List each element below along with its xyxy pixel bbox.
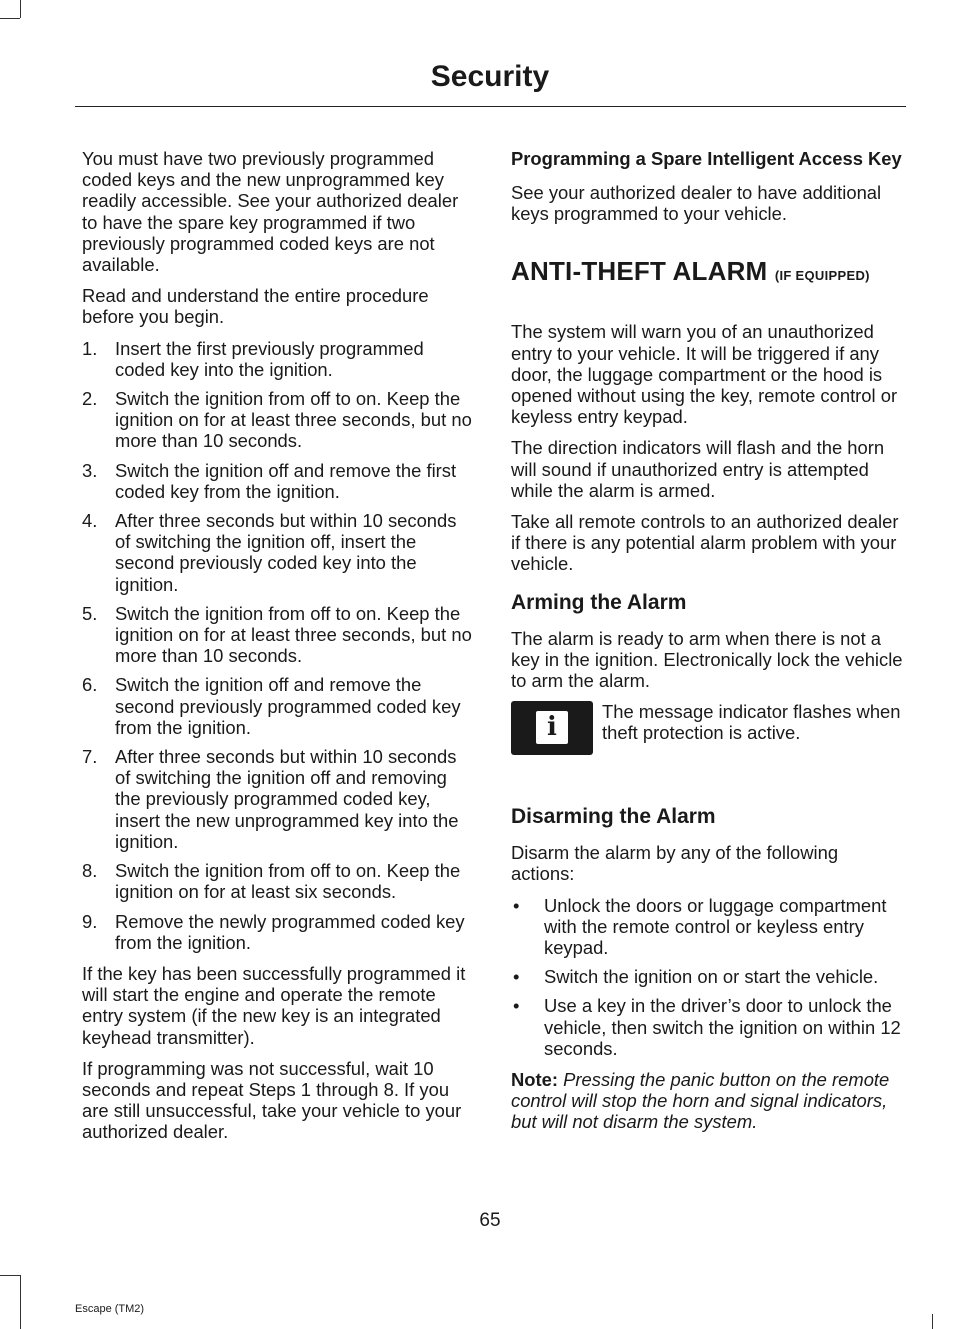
alarm-heading-qualifier: (IF EQUIPPED) bbox=[774, 268, 870, 284]
list-item-text: Switch the ignition on or start the vehicle. bbox=[544, 966, 879, 988]
crop-mark bbox=[932, 1314, 933, 1329]
success-paragraph: If the key has been successfully programmed it will start the engine and operate the remote entry system (if the new key is an integrated keyhead transmitter). bbox=[82, 962, 466, 1048]
step-item bbox=[82, 510, 472, 595]
disarming-heading: Disarming the Alarm bbox=[511, 805, 716, 829]
list-item bbox=[511, 995, 903, 1059]
list-item-text: Unlock the doors or luggage compartment with the remote control or keyless entry keypad. bbox=[544, 894, 887, 959]
crop-mark bbox=[20, 1275, 21, 1329]
arming-paragraph: The alarm is ready to arm when there is not a key in the ignition. Electronically lock the vehicle to arm the alarm. bbox=[511, 627, 903, 692]
page-title: Security bbox=[430, 60, 550, 93]
bullet-glyph: • bbox=[513, 966, 520, 988]
step-text: Switch the ignition from off to on. Keep the ignition on for at least three seconds, but no more than 10 seconds. bbox=[115, 602, 472, 667]
step-item bbox=[82, 674, 472, 738]
step-item bbox=[82, 911, 472, 953]
step-number: 8. bbox=[82, 860, 98, 882]
step-number: 7. bbox=[82, 746, 98, 768]
alarm-paragraph: Take all remote controls to an authorized dealer if there is any potential alarm problem with your vehicle. bbox=[511, 511, 899, 575]
step-number: 6. bbox=[82, 674, 98, 696]
note-paragraph bbox=[511, 1069, 903, 1133]
step-text: After three seconds but within 10 seconds of switching the ignition off, insert the second previously coded key into the ignition. bbox=[115, 510, 457, 595]
footer-model: Escape (TM2) bbox=[75, 1303, 145, 1315]
step-number: 9. bbox=[82, 910, 98, 932]
information-icon-square bbox=[536, 711, 568, 744]
crop-mark bbox=[0, 1275, 20, 1276]
bullet-glyph: • bbox=[513, 995, 520, 1017]
note-text: Pressing the panic button on the remote control will stop the horn and signal indicators, but will not disarm the system. bbox=[511, 1069, 890, 1133]
intro-paragraph: You must have two previously programmed coded keys and the new unprogrammed key readily accessible. See your authorized dealer to have the spare key programmed if two previously programmed coded keys are not available. bbox=[82, 148, 459, 276]
list-item bbox=[511, 966, 903, 987]
step-number: 3. bbox=[82, 459, 98, 481]
step-number: 2. bbox=[82, 388, 98, 410]
step-item bbox=[82, 860, 472, 902]
anti-theft-alarm-heading bbox=[511, 256, 903, 291]
crop-mark bbox=[0, 18, 20, 19]
step-number: 4. bbox=[82, 510, 98, 532]
header-rule bbox=[75, 106, 906, 107]
list-item-text: Use a key in the driver’s door to unlock the vehicle, then switch the ignition on within 12 seconds. bbox=[544, 995, 901, 1059]
step-item bbox=[82, 603, 472, 667]
bullet-glyph: • bbox=[513, 894, 520, 916]
step-text: Switch the ignition off and remove the second previously programmed coded key from the ignition. bbox=[115, 674, 461, 738]
list-item bbox=[511, 895, 903, 959]
disarm-actions-list bbox=[511, 895, 903, 1059]
step-number: 1. bbox=[82, 337, 98, 359]
step-text: Switch the ignition from off to on. Keep the ignition on for at least three seconds, but no more than 10 seconds. bbox=[115, 388, 472, 452]
page-number: 65 bbox=[479, 1210, 501, 1231]
step-text: Switch the ignition off and remove the first coded key from the ignition. bbox=[115, 459, 457, 502]
alarm-heading-text: ANTI-THEFT ALARM bbox=[511, 256, 768, 287]
programming-steps bbox=[82, 338, 472, 953]
step-text: Remove the newly programmed coded key from the ignition. bbox=[115, 910, 465, 953]
step-item bbox=[82, 460, 472, 502]
left-column bbox=[82, 148, 472, 1153]
spare-key-heading: Programming a Spare Intelligent Access Key bbox=[511, 148, 902, 169]
info-callout bbox=[511, 701, 903, 783]
step-item bbox=[82, 746, 472, 852]
right-column bbox=[511, 148, 903, 1143]
information-icon bbox=[511, 701, 593, 755]
info-text: The message indicator flashes when theft protection is active. bbox=[602, 701, 901, 744]
information-icon-glyph: i bbox=[547, 712, 557, 743]
arming-heading: Arming the Alarm bbox=[511, 590, 687, 614]
alarm-paragraph: The system will warn you of an unauthorized entry to your vehicle. It will be triggered if any door, the luggage compartment or the hood is opened without using the key, remote control or keyless entry keypad. bbox=[511, 321, 898, 428]
step-item bbox=[82, 388, 472, 452]
alarm-paragraph: The direction indicators will flash and the horn will sound if unauthorized entry is attempted while the alarm is armed. bbox=[511, 437, 885, 501]
note-label: Note: bbox=[511, 1069, 558, 1091]
step-text: After three seconds but within 10 seconds of switching the ignition off and removing the previously programmed coded key, insert the new unprogrammed key into the ignition. bbox=[115, 746, 459, 852]
step-text: Insert the first previously programmed coded key into the ignition. bbox=[115, 337, 424, 380]
step-item bbox=[82, 338, 472, 380]
spare-key-paragraph: See your authorized dealer to have additional keys programmed to your vehicle. bbox=[511, 182, 882, 225]
step-text: Switch the ignition from off to on. Keep the ignition on for at least six seconds. bbox=[115, 860, 461, 903]
read-first-paragraph: Read and understand the entire procedure before you begin. bbox=[82, 285, 429, 328]
step-number: 5. bbox=[82, 602, 98, 624]
failure-paragraph: If programming was not successful, wait 10 seconds and repeat Steps 1 through 8. If you are still unsuccessful, take your vehicle to your authorized dealer. bbox=[82, 1057, 462, 1143]
disarming-intro: Disarm the alarm by any of the following actions: bbox=[511, 842, 839, 885]
crop-mark bbox=[20, 0, 21, 18]
